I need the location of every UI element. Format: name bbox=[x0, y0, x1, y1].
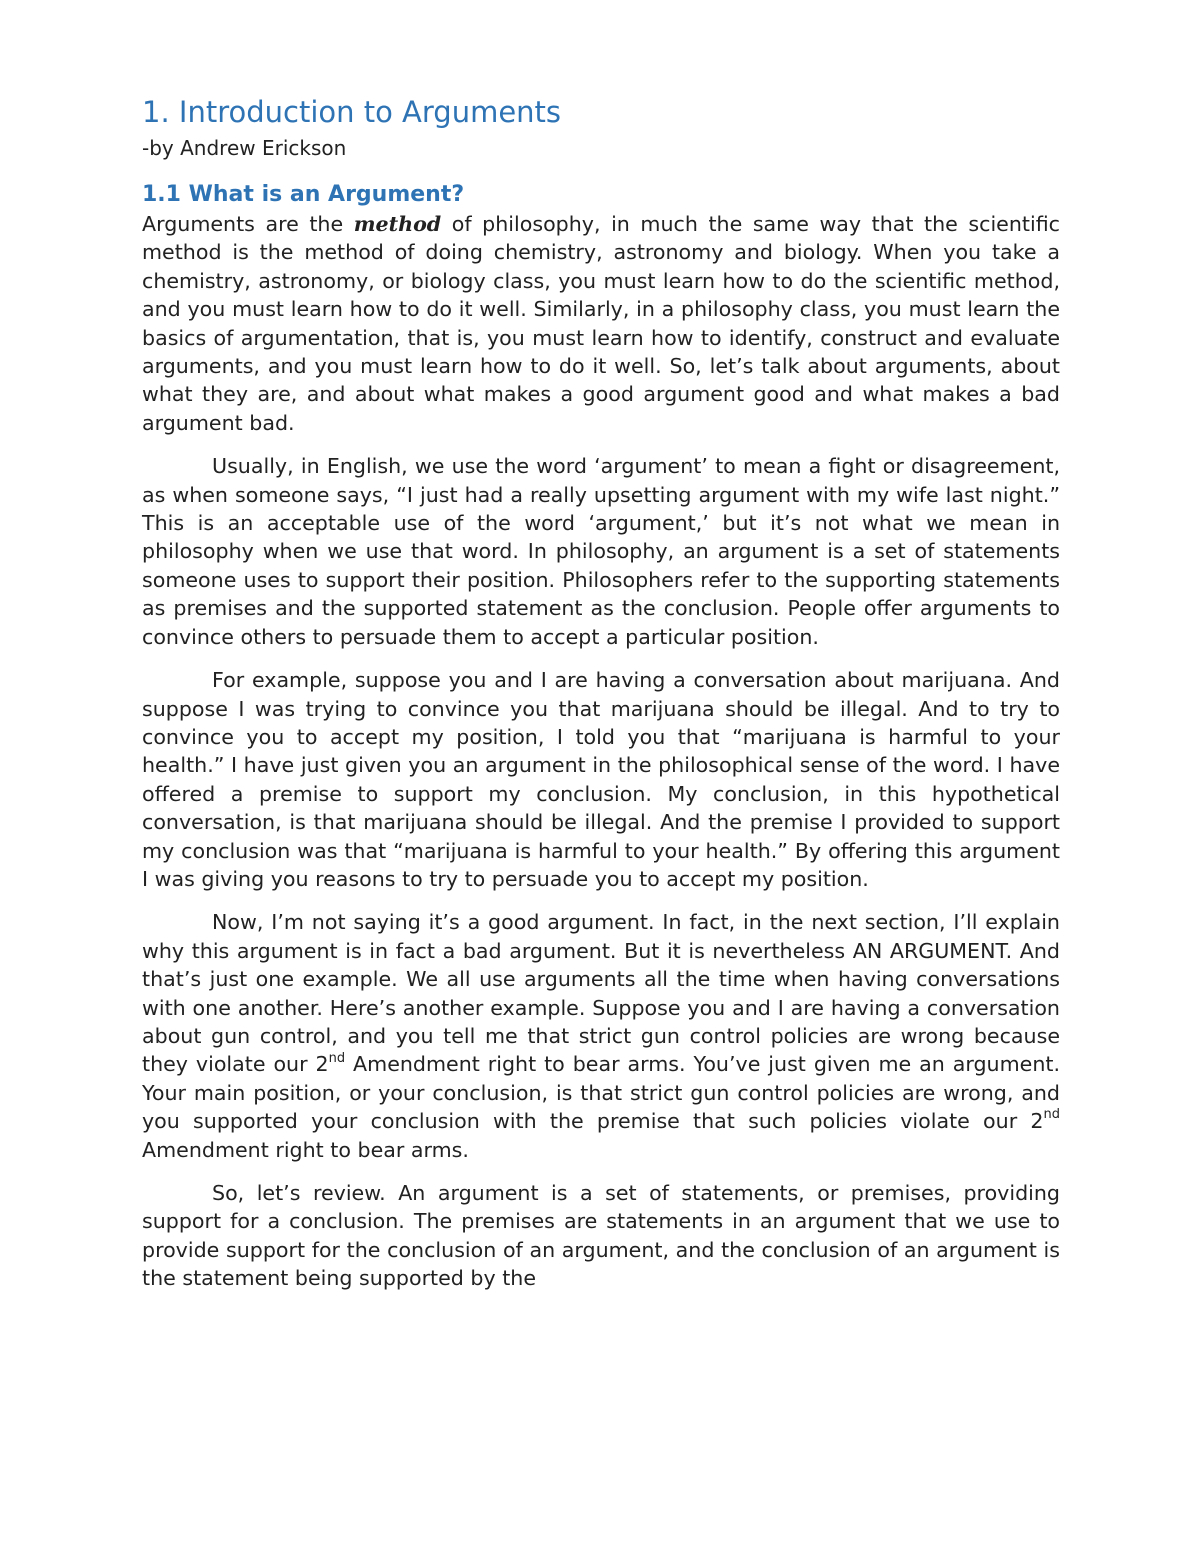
paragraph-4-text-b: Amendment right to bear arms. You’ve just given me an argument. Your main position, or your conclusion, is that strict gun control policies are wrong, and you supported your conclusion with the premise that such policies violate our 2 bbox=[142, 1052, 1060, 1134]
document-page bbox=[142, 92, 1060, 1293]
paragraph-1 bbox=[142, 210, 1060, 437]
paragraph-4-text-c: Amendment right to bear arms. bbox=[142, 1137, 469, 1162]
emphasis-method: method bbox=[353, 212, 442, 236]
paragraph-4-text-a: Now, I’m not saying it’s a good argument. In fact, in the next section, I’ll explain why this argument is in fact a bad argument. But it is nevertheless AN ARGUMENT. And that’s just one example. We all use arguments all the time when having conversations with one another. Here’s another example. Suppose you and I are having a conversation about gun control, and you tell me that strict gun control policies are wrong because they violate our 2 bbox=[142, 910, 1060, 1077]
section-heading: 1.1 What is an Argument? bbox=[142, 182, 465, 207]
paragraph-1-text-b: of philosophy, in much the same way that the scientific method is the method of doing chemistry, astronomy and biology. When you take a chemistry, astronomy, or biology class, you must learn how to do the scientific method, and you must learn how to do it well. Similarly, in a philosophy class, you must learn the basics of argumentation, that is, you must learn how to identify, construct and evaluate arguments, and you must learn how to do it well. So, let’s talk about arguments, about what they are, and about what makes a good argument good and what makes a bad argument bad. bbox=[142, 212, 1060, 435]
paragraph-2: Usually, in English, we use the word ‘argument’ to mean a fight or disagreement, as when someone says, “I just had a really upsetting argument with my wife last night.” This is an acceptable use of the word ‘argument,’ but it’s not what we mean in philosophy when we use that word. In philosophy, an argument is a set of statements someone uses to support their position. Philosophers refer to the supporting statements as premises and the supported statement as the conclusion. People offer arguments to convince others to persuade them to accept a particular position. bbox=[142, 454, 1060, 649]
ordinal-superscript: nd bbox=[1043, 1107, 1060, 1123]
document-title: 1. Introduction to Arguments bbox=[142, 95, 562, 129]
ordinal-superscript: nd bbox=[328, 1050, 346, 1066]
paragraph-4 bbox=[142, 908, 1060, 1164]
paragraph-1-text-a: Arguments are the bbox=[142, 212, 354, 236]
author-byline: -by Andrew Erickson bbox=[142, 136, 347, 160]
paragraph-3: For example, suppose you and I are having a conversation about marijuana. And suppose I was trying to convince you that marijuana should be illegal. And to try to convince you to accept my position, I told you that “marijuana is harmful to your health.” I have just given you an argument in the philosophical sense of the word. I have offered a premise to support my conclusion. My conclusion, in this hypothetical conversation, is that marijuana should be illegal. And the premise I provided to support my conclusion was that “marijuana is harmful to your health.” By offering this argument I was giving you reasons to try to persuade you to accept my position. bbox=[142, 668, 1060, 891]
paragraph-5: So, let’s review. An argument is a set of statements, or premises, providing support for a conclusion. The premises are statements in an argument that we use to provide support for the conclusion of an argument, and the conclusion of an argument is the statement being supported by the bbox=[142, 1181, 1060, 1291]
